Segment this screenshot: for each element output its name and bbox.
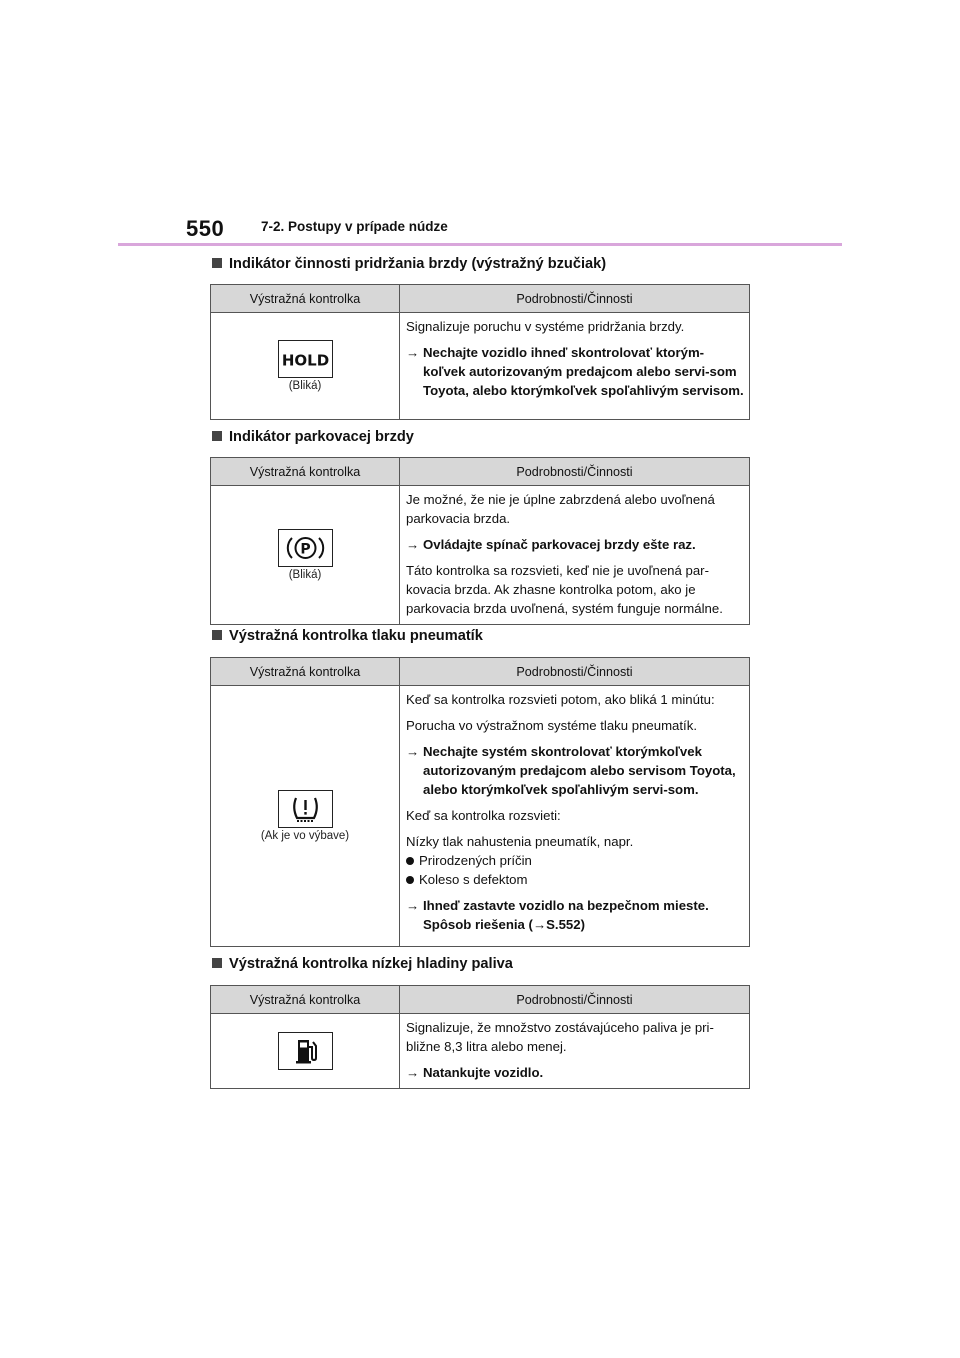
lamp-caption: (Bliká): [288, 380, 322, 392]
reference-arrow: →: [532, 917, 547, 932]
section-title-fuel: Výstražná kontrolka nízkej hladiny paliva: [212, 956, 513, 972]
bullet-dot-icon: [406, 876, 414, 884]
description-text: Táto kontrolka sa rozsvieti, keď nie je uvoľnená par-kovacia brzda. Ak zhasne kontrolka potom, ako je parkovacia brzda uvoľnená, systém funguje normálne.: [406, 563, 723, 616]
arrow-icon: →: [406, 744, 420, 759]
fuel-table: [210, 985, 750, 1089]
description-text: Je možné, že nie je úplne zabrzdená alebo uvoľnená parkovacia brzda.: [406, 492, 715, 526]
tire-pressure-table: [210, 657, 750, 947]
arrow-icon: →: [406, 1065, 420, 1080]
section-title-hold: Indikátor činnosti pridržania brzdy (výstražný bzučiak): [212, 256, 606, 272]
column-header-details: Podrobnosti/Činnosti: [400, 986, 750, 1014]
arrow-icon: →: [406, 898, 420, 913]
bullet-dot-icon: [406, 857, 414, 865]
column-header-lamp: Výstražná kontrolka: [211, 986, 400, 1014]
parking-brake-icon: [278, 529, 333, 567]
column-header-lamp: Výstražná kontrolka: [211, 285, 400, 313]
chapter-title: 7-2. Postupy v prípade núdze: [261, 219, 448, 234]
lamp-caption: (Bliká): [288, 569, 322, 581]
fuel-pump-icon: [278, 1032, 333, 1070]
description-text: Keď sa kontrolka rozsvieti:: [406, 808, 561, 823]
svg-text:P: P: [299, 541, 311, 558]
hold-icon: [278, 340, 333, 378]
tire-pressure-icon: [278, 790, 333, 828]
square-bullet-icon: [212, 258, 222, 268]
column-header-lamp: Výstražná kontrolka: [211, 458, 400, 486]
lamp-caption: (Ak je vo výbave): [260, 830, 350, 842]
section-title-tire-pressure: Výstražná kontrolka tlaku pneumatík: [212, 628, 483, 644]
list-item: Prirodzených príčin: [406, 851, 746, 870]
arrow-icon: →: [406, 537, 420, 552]
description-text: Signalizuje, že množstvo zostávajúceho paliva je pri-bližne 8,3 litra alebo menej.: [406, 1020, 714, 1054]
description-text: Signalizuje poruchu v systéme pridržania brzdy.: [406, 319, 685, 334]
section-title-parking-brake: Indikátor parkovacej brzdy: [212, 429, 414, 445]
square-bullet-icon: [212, 958, 222, 968]
list-item: Koleso s defektom: [406, 870, 746, 889]
hold-table: [210, 284, 750, 420]
page-number: 550: [186, 216, 225, 241]
arrow-icon: →: [406, 345, 420, 360]
header-rule: [118, 243, 842, 246]
action-item: → Ihneď zastavte vozidlo na bezpečnom mieste. Spôsob riešenia (→S.552): [406, 898, 709, 932]
square-bullet-icon: [212, 431, 222, 441]
description-text: Keď sa kontrolka rozsvieti potom, ako bliká 1 minútu:: [406, 692, 715, 707]
column-header-details: Podrobnosti/Činnosti: [400, 658, 750, 686]
action-item: → Nechajte systém skontrolovať ktorýmkoľvek autorizovaným predajcom alebo servisom Toyota, alebo ktorýmkoľvek spoľahlivým servi-som.: [406, 744, 736, 797]
column-header-lamp: Výstražná kontrolka: [211, 658, 400, 686]
svg-text:HOLD: HOLD: [281, 351, 329, 370]
action-item: → Ovládajte spínač parkovacej brzdy ešte raz.: [406, 537, 696, 552]
description-text: Nízky tlak nahustenia pneumatík, napr.: [406, 834, 634, 849]
square-bullet-icon: [212, 630, 222, 640]
column-header-details: Podrobnosti/Činnosti: [400, 458, 750, 486]
page-reference-link[interactable]: S.552): [546, 917, 585, 932]
action-item: → Nechajte vozidlo ihneď skontrolovať ktorým-koľvek autorizovaným predajcom alebo servi-som Toyota, alebo ktorýmkoľvek spoľahlivým servisom.: [406, 345, 744, 398]
parking-brake-table: [210, 457, 750, 625]
action-item: → Natankujte vozidlo.: [406, 1065, 544, 1080]
description-text: Porucha vo výstražnom systéme tlaku pneumatík.: [406, 718, 697, 733]
column-header-details: Podrobnosti/Činnosti: [400, 285, 750, 313]
